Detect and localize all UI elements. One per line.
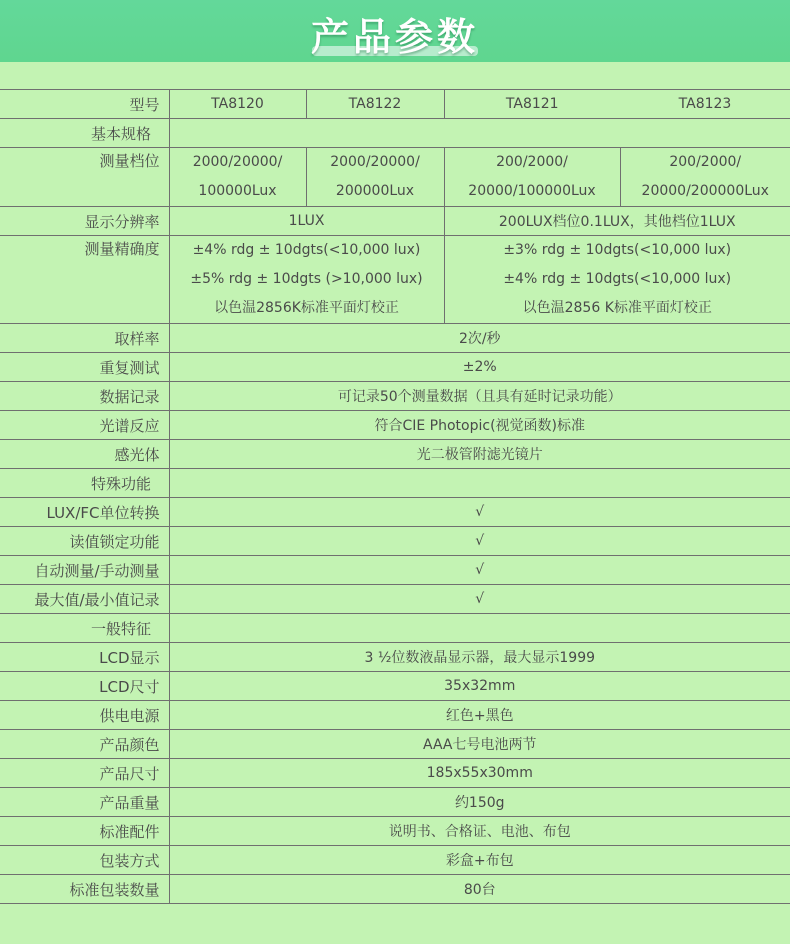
row-resolution — [0, 207, 790, 236]
model-label: 型号 — [0, 90, 169, 119]
spec-value: AAA七号电池两节 — [169, 730, 790, 759]
spec-table — [0, 89, 790, 904]
range-value: 2000/20000/ 200000Lux — [306, 148, 444, 207]
row-record — [0, 382, 790, 411]
check-mark: √ — [169, 498, 790, 527]
spec-label: 重复测试 — [0, 353, 169, 382]
spec-value: 红色+黑色 — [169, 701, 790, 730]
section-title: 特殊功能 — [0, 469, 169, 498]
spec-label: 供电电源 — [0, 701, 169, 730]
spec-value: ±2% — [169, 353, 790, 382]
resolution-label: 显示分辨率 — [0, 207, 169, 236]
model-name: TA8122 — [306, 90, 444, 119]
check-mark: √ — [169, 556, 790, 585]
spec-value: 可记录50个测量数据（且具有延时记录功能） — [169, 382, 790, 411]
spec-label: 最大值/最小值记录 — [0, 585, 169, 614]
spec-value: 符合CIE Photopic(视觉函数)标准 — [169, 411, 790, 440]
spec-label: 取样率 — [0, 324, 169, 353]
spec-value: 3 ½位数液晶显示器，最大显示1999 — [169, 643, 790, 672]
accuracy-right: ±3% rdg ± 10dgts(<10,000 lux) ±4% rdg ± 10dgts(<10,000 lux) 以色温2856 K标准平面灯校正 — [444, 236, 790, 324]
row-range — [0, 148, 790, 207]
spec-value: 185x55x30mm — [169, 759, 790, 788]
row-hold — [0, 527, 790, 556]
spec-label: 光谱反应 — [0, 411, 169, 440]
row-accessories — [0, 817, 790, 846]
section-title: 一般特征 — [0, 614, 169, 643]
row-model — [0, 90, 790, 119]
spec-label: LUX/FC单位转换 — [0, 498, 169, 527]
row-dimensions — [0, 759, 790, 788]
spec-value: 2次/秒 — [169, 324, 790, 353]
check-mark: √ — [169, 527, 790, 556]
page-title: 产品参数 — [310, 15, 479, 59]
header-banner — [0, 0, 790, 62]
row-auto-manual — [0, 556, 790, 585]
model-name: TA8120 — [169, 90, 306, 119]
row-weight — [0, 788, 790, 817]
check-mark: √ — [169, 585, 790, 614]
spec-value: 80台 — [169, 875, 790, 904]
spec-value: 约150g — [169, 788, 790, 817]
resolution-left: 1LUX — [169, 207, 444, 236]
row-max-min — [0, 585, 790, 614]
spec-label: 感光体 — [0, 440, 169, 469]
section-title: 基本规格 — [0, 119, 169, 148]
row-repeat — [0, 353, 790, 382]
row-unit-convert — [0, 498, 790, 527]
range-label: 测量档位 — [0, 148, 169, 207]
range-value: 2000/20000/ 100000Lux — [169, 148, 306, 207]
resolution-right: 200LUX档位0.1LUX，其他档位1LUX — [444, 207, 790, 236]
row-accuracy — [0, 236, 790, 324]
spec-label: 标准配件 — [0, 817, 169, 846]
row-spectral — [0, 411, 790, 440]
model-name: TA8123 — [620, 90, 790, 119]
spec-label: 产品尺寸 — [0, 759, 169, 788]
spec-label: 标准包装数量 — [0, 875, 169, 904]
row-lcd-size — [0, 672, 790, 701]
row-lcd-display — [0, 643, 790, 672]
spec-label: 读值锁定功能 — [0, 527, 169, 556]
row-sensor — [0, 440, 790, 469]
spec-value: 35x32mm — [169, 672, 790, 701]
accuracy-label: 测量精确度 — [0, 236, 169, 324]
spec-label: 自动测量/手动测量 — [0, 556, 169, 585]
section-basic — [0, 119, 790, 148]
spec-label: 产品重量 — [0, 788, 169, 817]
accuracy-left: ±4% rdg ± 10dgts(<10,000 lux) ±5% rdg ± 10dgts (>10,000 lux) 以色温2856K标准平面灯校正 — [169, 236, 444, 324]
spec-value: 彩盒+布包 — [169, 846, 790, 875]
row-color — [0, 730, 790, 759]
range-value: 200/2000/ 20000/200000Lux — [620, 148, 790, 207]
section-special — [0, 469, 790, 498]
spec-label: LCD显示 — [0, 643, 169, 672]
spec-label: 包装方式 — [0, 846, 169, 875]
row-power — [0, 701, 790, 730]
model-name: TA8121 — [444, 90, 620, 119]
row-package-qty — [0, 875, 790, 904]
section-general — [0, 614, 790, 643]
range-value: 200/2000/ 20000/100000Lux — [444, 148, 620, 207]
row-sampling — [0, 324, 790, 353]
spec-label: 数据记录 — [0, 382, 169, 411]
spec-label: LCD尺寸 — [0, 672, 169, 701]
row-packaging — [0, 846, 790, 875]
spec-label: 产品颜色 — [0, 730, 169, 759]
spec-value: 光二极管附滤光镜片 — [169, 440, 790, 469]
spec-value: 说明书、合格证、电池、布包 — [169, 817, 790, 846]
